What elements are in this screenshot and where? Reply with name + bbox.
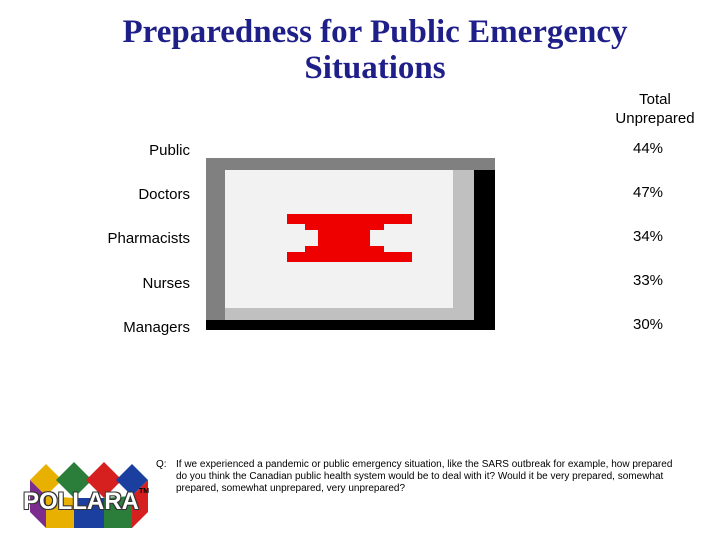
- category-label-pharmacists: Pharmacists: [107, 230, 190, 247]
- placeholder-frame-bevel-right: [453, 170, 474, 320]
- column-header-line2: Unprepared: [615, 110, 695, 127]
- placeholder-frame-shadow-right: [474, 170, 495, 330]
- category-label-public: Public: [149, 142, 190, 159]
- column-header-line1: Total: [639, 91, 671, 108]
- placeholder-frame-bevel-bottom: [225, 308, 474, 320]
- value-label-managers: 30%: [632, 316, 664, 333]
- question-text: If we experienced a pandemic or public emergency situation, like the SARS outbreak for example, how prepared do you think the Canadian public health system would be to deal with it? Would it be very prepared, somewhat prepared, somewhat unprepared, very unprepared?: [176, 459, 673, 494]
- value-label-pharmacists: 34%: [632, 228, 664, 245]
- category-label-doctors: Doctors: [138, 186, 190, 203]
- category-label-nurses: Nurses: [142, 275, 190, 292]
- value-label-doctors: 47%: [632, 184, 664, 201]
- chart-title-line2: Situations: [304, 50, 446, 86]
- category-label-managers: Managers: [123, 319, 190, 336]
- value-label-nurses: 33%: [632, 272, 664, 289]
- chart-title-line1: Preparedness for Public Emergency: [122, 14, 628, 50]
- placeholder-frame-shadow-bottom: [206, 320, 495, 330]
- logo-wordmark: POLLARA: [22, 488, 139, 515]
- logo-trademark: TM: [138, 488, 150, 495]
- value-label-public: 44%: [632, 140, 664, 157]
- question-prefix: Q:: [156, 459, 167, 470]
- pollara-logo-text: [16, 488, 156, 516]
